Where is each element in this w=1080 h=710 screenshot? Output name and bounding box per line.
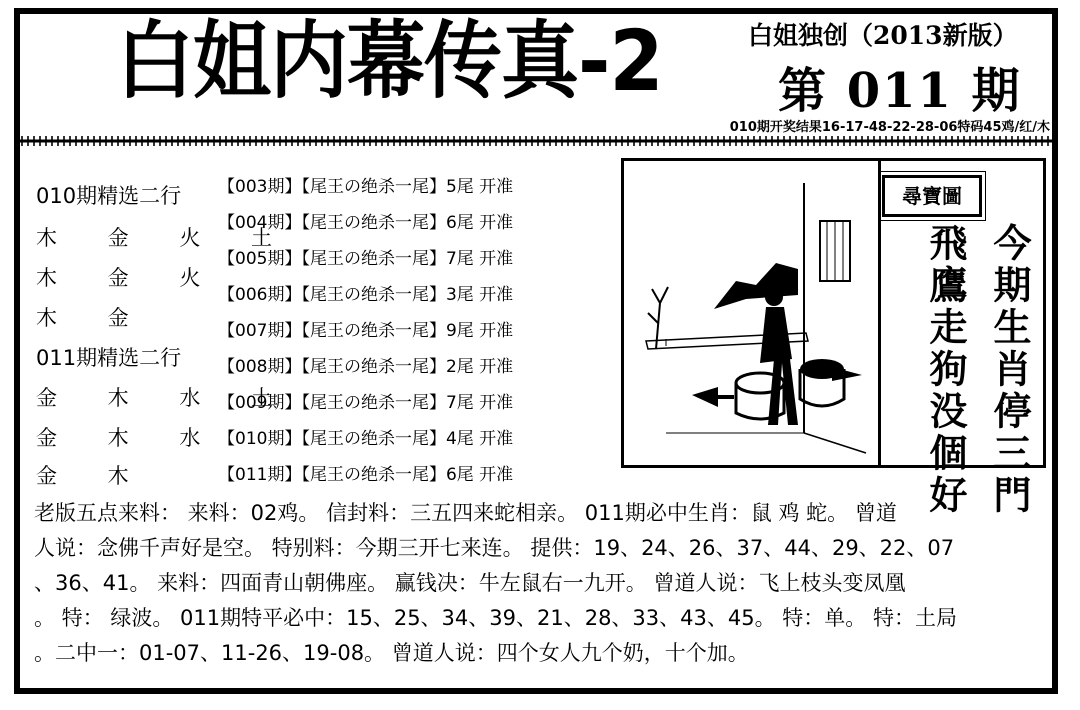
history-row: 【010期】【尾王の绝杀一尾】4尾 开准 [218, 429, 514, 449]
notes-paragraph [34, 496, 1040, 671]
picks-heading-010: 010期精选二行 [36, 184, 182, 208]
history-row: 【009期】【尾王の绝杀一尾】7尾 开准 [218, 393, 514, 413]
picks-line: 金 木 [36, 464, 151, 488]
notes-line: 老版五点来料： 来料：02鸡。 信封料：三五四来蛇相亲。 011期必中生肖：鼠 鸡 蛇。 曾道 [34, 501, 897, 525]
panel-divider [878, 161, 881, 465]
picks-line: 木 金 火 土 [36, 226, 295, 250]
verse-left: 飛鷹走狗没個好 [923, 223, 967, 517]
history-row: 【011期】【尾王の绝杀一尾】6尾 开准 [218, 465, 514, 485]
page-title: 白姐内幕传真-2 [116, 13, 663, 111]
history-row: 【004期】【尾王の绝杀一尾】6尾 开准 [218, 213, 514, 233]
history-row: 【005期】【尾王の绝杀一尾】7尾 开准 [218, 249, 514, 269]
notes-line: 人说：念佛千声好是空。 特别料：今期三开七来连。 提供：19、24、26、37、44、29、22、07 [34, 536, 955, 560]
edition-label: 白姐独创（2013新版） [748, 21, 1018, 50]
picks-heading-011: 011期精选二行 [36, 346, 182, 370]
history-row: 【003期】【尾王の绝杀一尾】5尾 开准 [218, 177, 514, 197]
chain-divider [20, 136, 1052, 146]
history-row: 【007期】【尾王の绝杀一尾】9尾 开准 [218, 321, 514, 341]
notes-line: 、36、41。 来料：四面青山朝佛座。 赢钱决：牛左鼠右一九开。 曾道人说：飞上枝头变凤凰 [34, 571, 906, 595]
history-row: 【008期】【尾王の绝杀一尾】2尾 开准 [218, 357, 514, 377]
issue-number: 第 011 期 [778, 63, 1022, 119]
treasure-illustration [626, 163, 876, 467]
notes-line: 。 特： 绿波。 011期特平必中：15、25、34、39、21、28、33、43、45。 特：单。 特：土局 [34, 606, 957, 630]
notes-line: 。二中一：01-07、11-26、19-08。 曾道人说：四个女人九个奶，十个加。 [34, 641, 749, 665]
treasure-map-panel [621, 158, 1046, 517]
picks-line: 金 木 水 土 [36, 386, 295, 410]
history-row: 【006期】【尾王の绝杀一尾】3尾 开准 [218, 285, 514, 305]
draw-result: 010期开奖结果16-17-48-22-28-06特码45鸡/红/木 [729, 120, 1050, 135]
picks-line: 金 木 水 [36, 426, 223, 450]
treasure-seal: 尋寶圖 [882, 175, 982, 217]
verse-right: 今期生肖停三門 [987, 223, 1031, 517]
picks-line: 木 金 [36, 306, 151, 330]
picks-line: 木 金 火 [36, 266, 223, 290]
